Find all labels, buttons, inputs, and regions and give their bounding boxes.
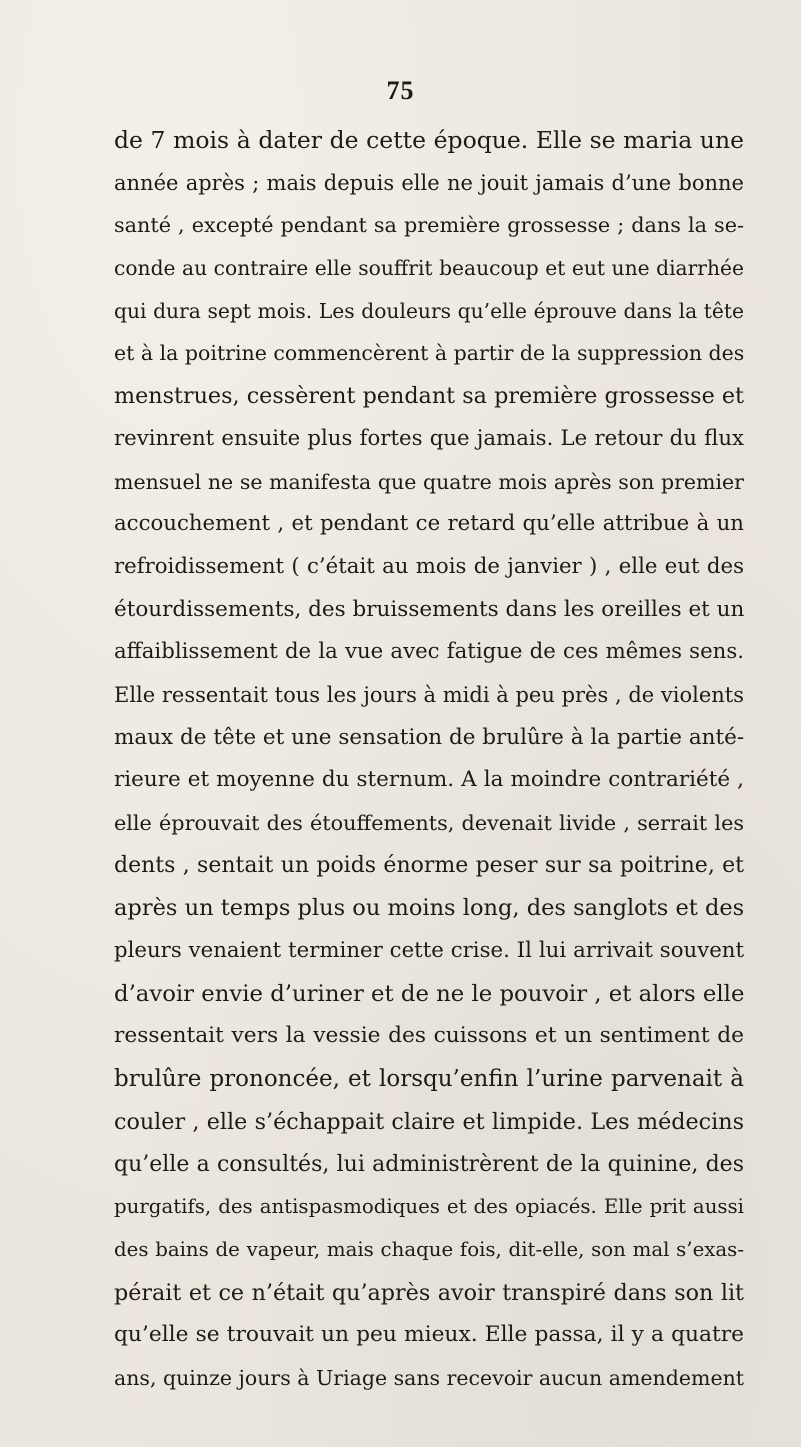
text-line: des bains de vapeur, mais chaque fois, dit-elle, son mal s’exas- — [114, 1237, 744, 1261]
text-line: qui dura sept mois. Les douleurs qu’elle éprouve dans la tête — [114, 298, 744, 323]
text-line: maux de tête et une sensation de brulûre à la partie anté- — [114, 724, 744, 750]
text-line: qu’elle a consultés, lui administrèrent de la quinine, des — [114, 1151, 744, 1177]
text-line: ressentait vers la vessie des cuissons et un sentiment de — [114, 1023, 744, 1049]
text-line: mensuel ne se manifesta que quatre mois après son premier — [114, 469, 744, 494]
text-line: pleurs venaient terminer cette crise. Il lui arrivait souvent — [114, 938, 744, 964]
text-line: elle éprouvait des étouffements, devenait livide , serrait les — [114, 811, 744, 835]
text-line: dents , sentait un poids énorme peser sur sa poitrine, et — [114, 852, 744, 878]
text-line: de 7 mois à dater de cette époque. Elle se maria une — [114, 126, 744, 154]
text-line: ans, quinze jours à Uriage sans recevoir aucun amendement — [114, 1365, 744, 1390]
text-line: brulûre prononcée, et lorsqu’enfin l’urine parvenait à — [114, 1066, 744, 1093]
text-line: accouchement , et pendant ce retard qu’elle attribue à un — [114, 511, 744, 537]
page-number: 75 — [386, 76, 415, 105]
text-line: purgatifs, des antispasmodiques et des opiacés. Elle prit aussi — [114, 1195, 744, 1219]
text-line: étourdissements, des bruissements dans les oreilles et un — [114, 596, 744, 622]
text-line: année après ; mais depuis elle ne jouit jamais d’une bonne — [114, 170, 744, 195]
text-line: après un temps plus ou moins long, des sanglots et des — [114, 895, 744, 922]
text-line: Elle ressentait tous les jours à midi à peu près , de violents — [114, 682, 744, 707]
text-line: couler , elle s’échappait claire et limpide. Les médecins — [114, 1108, 744, 1135]
text-line: refroidissement ( c’était au mois de janvier ) , elle eut des — [114, 553, 744, 579]
text-line: revinrent ensuite plus fortes que jamais. Le retour du flux — [114, 425, 744, 451]
text-line: rieure et moyenne du sternum. A la moindre contrariété , — [114, 767, 744, 793]
body-text — [114, 119, 744, 1400]
text-line: conde au contraire elle souffrit beaucoup et eut une diarrhée — [114, 256, 744, 281]
text-line: pérait et ce n’était qu’après avoir transpiré dans son lit — [114, 1279, 744, 1306]
text-line: qu’elle se trouvait un peu mieux. Elle passa, il y a quatre — [114, 1322, 744, 1348]
text-line: et à la poitrine commencèrent à partir de la suppression des — [114, 341, 744, 366]
text-line: affaiblissement de la vue avec fatigue de ces mêmes sens. — [114, 639, 744, 665]
text-line: menstrues, cessèrent pendant sa première grossesse et — [114, 383, 744, 410]
text-line: d’avoir envie d’uriner et de ne le pouvoir , et alors elle — [114, 980, 744, 1007]
text-line: santé , excepté pendant sa première grossesse ; dans la se- — [114, 213, 744, 238]
